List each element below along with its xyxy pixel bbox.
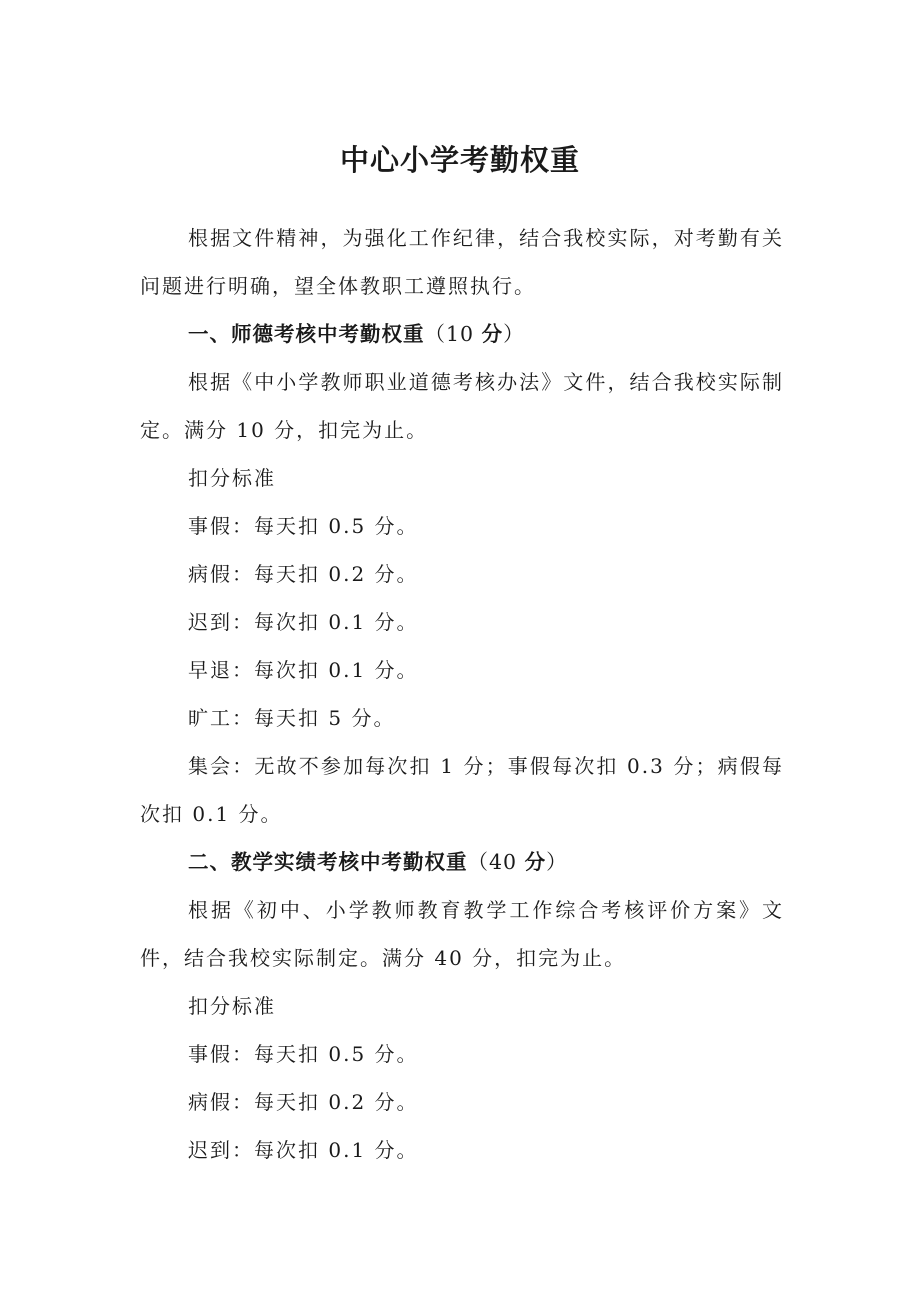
section-1-score-close: ） [503, 322, 525, 346]
document-title: 中心小学考勤权重 [339, 143, 580, 177]
section-1-rule: 早退：每次扣 0.1 分。 [188, 658, 419, 682]
section-1-rule: 集会：无故不参加每次扣 1 分；事假每次扣 0.3 分；病假每次扣 0.1 分。 [140, 754, 784, 826]
section-2-standard-label: 扣分标准 [188, 994, 276, 1018]
section-2-heading [140, 838, 784, 886]
section-1-heading [140, 310, 784, 358]
section-1-rule: 事假：每天扣 0.5 分。 [188, 514, 419, 538]
section-2-score-close: ） [546, 850, 568, 874]
section-2-score-open: （40 [467, 850, 525, 874]
section-1-rule: 迟到：每次扣 0.1 分。 [188, 610, 419, 634]
intro-paragraph: 根据文件精神，为强化工作纪律，结合我校实际，对考勤有关问题进行明确，望全体教职工遵照执行。 [140, 226, 784, 298]
section-1-rule: 旷工：每天扣 5 分。 [188, 706, 396, 730]
section-2-basis: 根据《初中、小学教师教育教学工作综合考核评价方案》文件，结合我校实际制定。满分 40 分，扣完为止。 [140, 898, 784, 970]
section-2-score-unit: 分 [524, 850, 547, 874]
section-1-heading-text: 一、师德考核中考勤权重 [188, 322, 425, 346]
section-1-score-open: （10 [424, 322, 482, 346]
document-body [140, 214, 784, 1174]
section-1-score-unit: 分 [481, 322, 504, 346]
section-1-standard-label: 扣分标准 [188, 466, 276, 490]
section-2-heading-score [468, 850, 568, 874]
section-1-basis: 根据《中小学教师职业道德考核办法》文件，结合我校实际制定。满分 10 分，扣完为止。 [140, 370, 784, 442]
section-1-heading-score [425, 322, 525, 346]
section-1-rule: 病假：每天扣 0.2 分。 [188, 562, 419, 586]
section-2-rule: 迟到：每次扣 0.1 分。 [188, 1138, 419, 1162]
section-2-rule: 病假：每天扣 0.2 分。 [188, 1090, 419, 1114]
section-2-rule: 事假：每天扣 0.5 分。 [188, 1042, 419, 1066]
section-2-heading-text: 二、教学实绩考核中考勤权重 [188, 850, 468, 874]
